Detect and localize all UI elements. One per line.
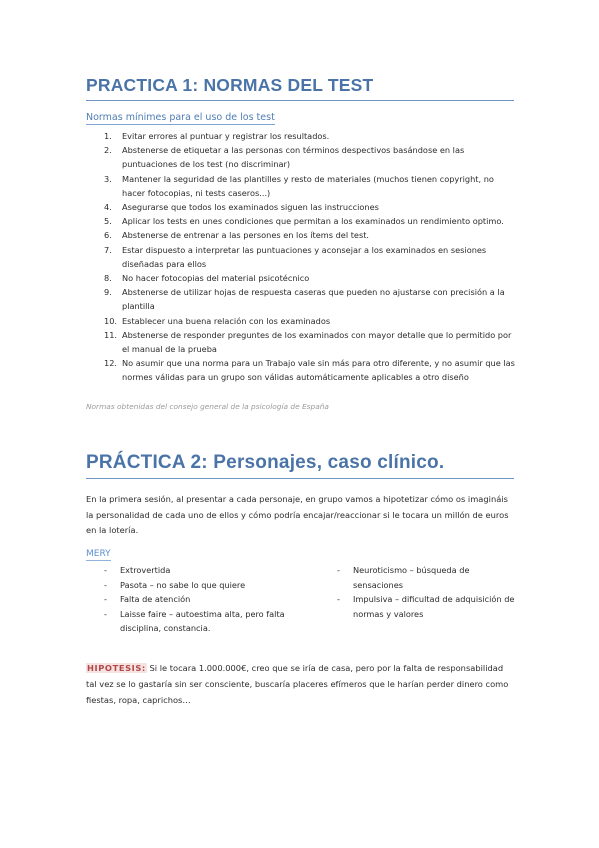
norm-text: Mantener la seguridad de las plantilles y resto de materiales (muchos tienen copyright, no hacer fotocopias, ni tests caseros...) <box>122 173 494 198</box>
norm-number: 11. <box>104 329 118 340</box>
trait-dash: - <box>104 565 107 575</box>
trait-item <box>86 607 316 636</box>
hypothesis-text: Si le tocara 1.000.000€, creo que se iría de casa, pero por la falta de responsabilidad tal vez se lo gastaría sin ser consciente, buscaría placeres efímeros que le harían perder dinero como fiestas, ropa, caprichos… <box>86 663 509 705</box>
trait-text: Impulsiva – dificultad de adquisición de normas y valores <box>353 594 515 619</box>
trait-text: Laisse faire – autoestima alta, pero falta disciplina, constancia. <box>120 608 285 633</box>
norm-item <box>86 228 516 242</box>
norm-item <box>86 243 516 271</box>
trait-text: Extrovertida <box>120 565 171 575</box>
norm-number: 3. <box>104 173 112 184</box>
norm-item <box>86 356 516 384</box>
norm-number: 12. <box>104 358 118 369</box>
practice2-title: PRÁCTICA 2: Personajes, caso clínico. <box>86 452 514 479</box>
trait-item <box>319 592 519 621</box>
trait-item <box>86 563 316 578</box>
traits-list-right <box>319 563 519 621</box>
intro-paragraph: En la primera sesión, al presentar a cada personaje, en grupo vamos a hipotetizar cómo os imagináis la personalidad de cada uno de ellos y cómo podría encajar/reaccionar si le tocara un millón de euros en la lotería. <box>86 494 509 535</box>
norm-text: No asumir que una norma para un Trabajo vale sin más para otro diferente, y no asumir que las normes válidas para un grupo son válidas automáticamente aplicables a otro diseño <box>122 358 515 383</box>
trait-dash: - <box>104 594 107 604</box>
norm-text: Establecer una buena relación con los examinados <box>122 315 331 326</box>
hypothesis-label: HIPOTESIS: <box>87 663 146 673</box>
trait-text: Neuroticismo – búsqueda de sensaciones <box>353 565 470 590</box>
norm-text: Evitar errores al puntuar y registrar los resultados. <box>122 131 330 141</box>
trait-text: Falta de atención <box>120 594 191 604</box>
trait-dash: - <box>104 579 107 590</box>
norm-item <box>86 328 516 356</box>
norm-number: 2. <box>104 145 112 156</box>
norm-text: Abstenerse de responder preguntes de los examinados con mayor detalle que lo permitido por el manual de la prueba <box>122 329 512 355</box>
practice1-title: PRACTICA 1: NORMAS DEL TEST <box>86 75 514 101</box>
norm-text: Aplicar los tests en unes condiciones que permitan a los examinados un rendimiento optimo. <box>122 216 504 227</box>
norm-text: Estar dispuesto a interpretar las puntuaciones y aconsejar a los examinados en sesiones diseñadas para ellos <box>122 244 487 269</box>
norms-subheading: Normas mínimes para el uso de los test <box>86 112 275 123</box>
trait-text: Pasota – no sabe lo que quiere <box>120 579 246 590</box>
norm-text: Abstenerse de utilizar hojas de respuesta caseras que pueden no ajustarse con precisión a la plantilla <box>122 287 505 312</box>
norm-number: 7. <box>104 244 112 255</box>
norm-number: 6. <box>104 230 112 241</box>
trait-dash: - <box>337 565 340 575</box>
trait-dash: - <box>337 594 340 604</box>
hypothesis-paragraph <box>86 660 516 708</box>
norm-text: Asegurarse que todos los examinados siguen las instrucciones <box>122 202 379 213</box>
norm-item <box>86 285 516 313</box>
norm-number: 8. <box>104 273 112 284</box>
norm-number: 1. <box>104 131 112 141</box>
trait-item <box>319 563 519 592</box>
norm-text: Abstenerse de etiquetar a las personas con términos despectivos basándose en las puntuaciones de los test (no discriminar) <box>122 145 465 170</box>
norm-item <box>86 314 516 328</box>
norm-number: 5. <box>104 216 112 227</box>
norm-item <box>86 214 516 228</box>
trait-dash: - <box>104 608 107 619</box>
norm-number: 10. <box>104 315 118 326</box>
norm-text: No hacer fotocopias del material psicotécnico <box>122 273 310 284</box>
traits-list-left <box>86 563 316 636</box>
norm-item <box>86 129 516 143</box>
trait-item <box>86 592 316 607</box>
norm-number: 9. <box>104 287 112 298</box>
norm-item <box>86 200 516 214</box>
norm-number: 4. <box>104 202 112 213</box>
norm-item <box>86 271 516 285</box>
character-name: MERY <box>86 549 111 559</box>
norms-list <box>86 129 516 385</box>
norm-text: Abstenerse de entrenar a las persones en los ítems del test. <box>122 230 370 241</box>
norm-item <box>86 143 516 171</box>
trait-item <box>86 578 316 593</box>
norm-item <box>86 172 516 200</box>
source-note: Normas obtenidas del consejo general de la psicología de España <box>86 402 329 411</box>
